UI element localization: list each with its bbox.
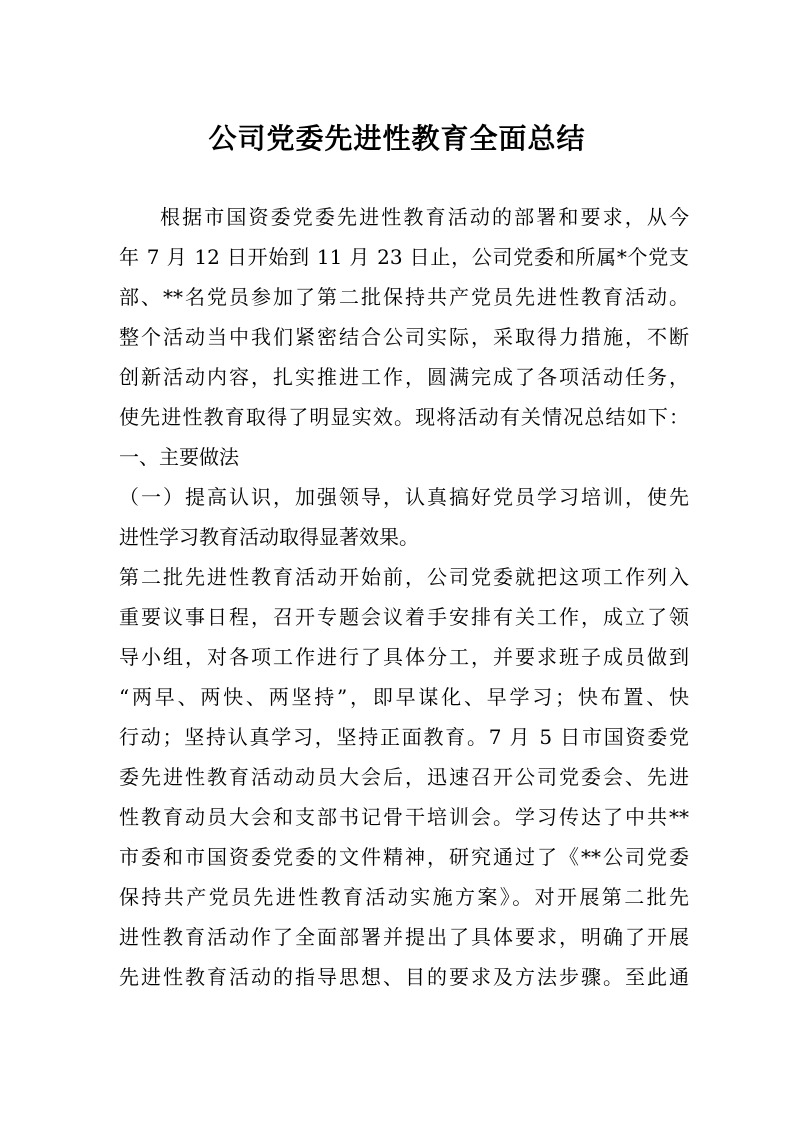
body-line-13: “两早、两快、两坚持”，即早谋化、早学习；快布置、快 xyxy=(119,685,689,709)
body-line-11: 重要议事日程，召开专题会议着手安排有关工作，成立了领 xyxy=(119,605,689,629)
body-line-14: 行动；坚持认真学习，坚持正面教育。7 月 5 日市国资委党 xyxy=(119,725,689,749)
subsection-heading-line-1: （一）提高认识，加强领导，认真搞好党员学习培训，使先 xyxy=(119,485,689,509)
body-line-10: 第二批先进性教育活动开始前，公司党委就把这项工作列入 xyxy=(119,565,689,589)
body-line-17: 市委和市国资委党委的文件精神，研究通过了《**公司党委 xyxy=(119,845,689,869)
body-line-2: 年 7 月 12 日开始到 11 月 23 日止，公司党委和所属*个党支 xyxy=(119,245,689,269)
body-line-6: 使先进性教育取得了明显实效。现将活动有关情况总结如下： xyxy=(119,405,689,429)
body-line-3: 部、**名党员参加了第二批保持共产党员先进性教育活动。 xyxy=(119,285,689,309)
body-line-15: 委先进性教育活动动员大会后，迅速召开公司党委会、先进 xyxy=(119,765,689,789)
body-line-4: 整个活动当中我们紧密结合公司实际，采取得力措施，不断 xyxy=(119,325,689,349)
document-title: 公司党委先进性教育全面总结 xyxy=(208,121,586,155)
body-line-16: 性教育动员大会和支部书记骨干培训会。学习传达了中共** xyxy=(119,805,689,829)
body-line-19: 进性教育活动作了全面部署并提出了具体要求，明确了开展 xyxy=(119,925,689,949)
body-line-1: 根据市国资委党委先进性教育活动的部署和要求，从今 xyxy=(160,205,689,229)
body-line-5: 创新活动内容，扎实推进工作，圆满完成了各项活动任务， xyxy=(119,365,689,389)
section-heading-1: 一、主要做法 xyxy=(119,445,239,469)
body-line-12: 导小组，对各项工作进行了具体分工，并要求班子成员做到 xyxy=(119,645,689,669)
subsection-heading-line-2: 进性学习教育活动取得显著效果。 xyxy=(119,525,419,549)
body-line-18: 保持共产党员先进性教育活动实施方案》。对开展第二批先 xyxy=(119,885,689,909)
body-line-20: 先进性教育活动的指导思想、目的要求及方法步骤。至此通 xyxy=(119,965,689,989)
